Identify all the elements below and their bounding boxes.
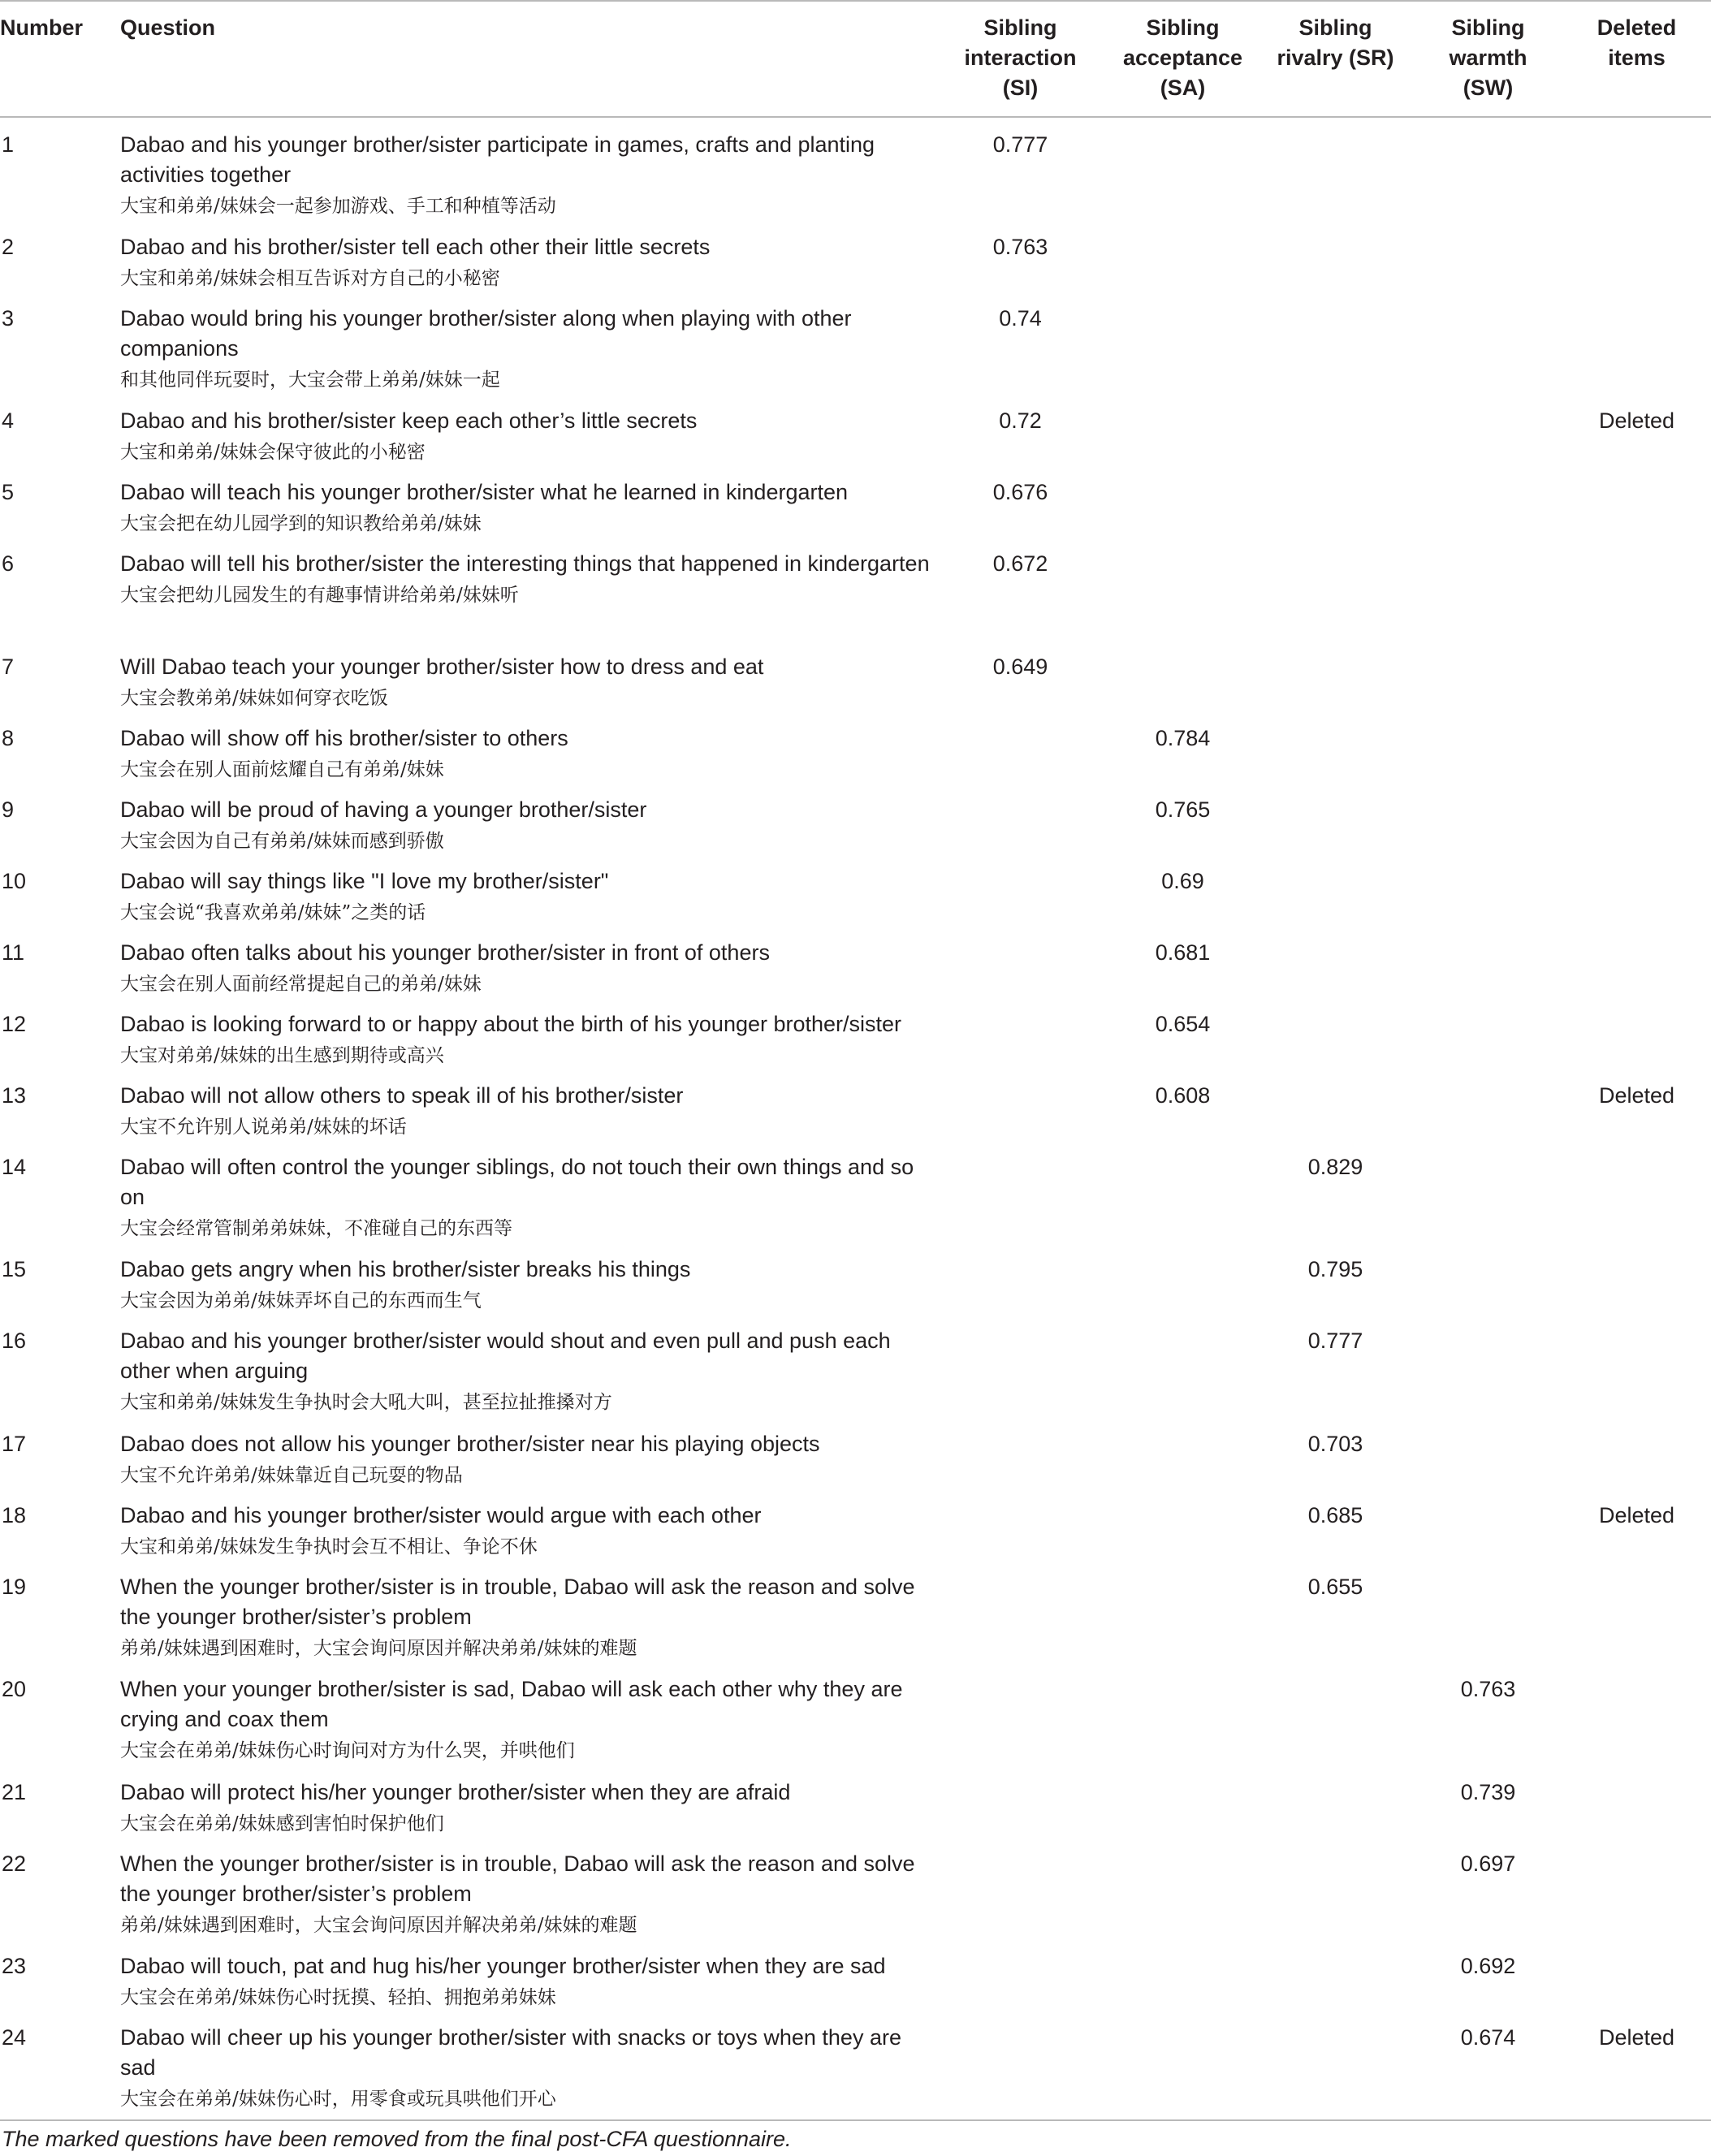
table-row — [0, 640, 1711, 711]
table-row — [0, 1069, 1711, 1140]
loading-si — [932, 1242, 1108, 1314]
loading-sr: 0.685 — [1307, 1502, 1363, 1527]
deleted-flag — [1562, 1140, 1711, 1243]
deleted-flag: Deleted — [1598, 1502, 1675, 1527]
question-cell — [120, 1939, 932, 2011]
row-number: 13 — [2, 1082, 27, 1108]
deleted-flag — [1562, 640, 1711, 711]
loading-sw — [1414, 1314, 1562, 1417]
row-number: 18 — [2, 1502, 27, 1527]
question-chinese: 大宝会说“我喜欢弟弟/妹妹”之类的话 — [120, 901, 426, 923]
loading-sa: 0.654 — [1155, 1011, 1211, 1036]
loading-sa — [1108, 394, 1257, 465]
question-cell — [120, 537, 932, 640]
question-english: Dabao gets angry when his brother/sister breaks his things — [120, 1257, 691, 1281]
deleted-flag — [1562, 292, 1711, 395]
loading-sw — [1414, 783, 1562, 854]
question-english: Dabao will protect his/her younger brother/sister when they are afraid — [120, 1779, 791, 1804]
header-deleted-items: Deleted items — [1562, 1, 1711, 117]
question-english: Dabao often talks about his younger brother/sister in front of others — [120, 940, 770, 965]
deleted-flag — [1562, 854, 1711, 926]
question-chinese: 大宝会因为自己有弟弟/妹妹而感到骄傲 — [120, 830, 444, 852]
deleted-flag — [1562, 1662, 1711, 1765]
question-cell — [120, 1560, 932, 1663]
question-chinese: 大宝和弟弟/妹妹会一起参加游戏、手工和种植等活动 — [120, 196, 556, 217]
deleted-flag — [1562, 783, 1711, 854]
loading-sr — [1257, 1662, 1414, 1765]
question-chinese: 大宝会在弟弟/妹妹伤心时抚摸、轻拍、拥抱弟弟妹妹 — [120, 1987, 556, 2008]
table-row — [0, 117, 1711, 220]
loading-sw — [1414, 537, 1562, 640]
loading-sr — [1257, 1837, 1414, 1940]
loading-sa — [1108, 1488, 1257, 1560]
question-english: Dabao will not allow others to speak ill of his brother/sister — [120, 1082, 684, 1108]
question-cell — [120, 1069, 932, 1140]
loading-sr: 0.777 — [1307, 1329, 1363, 1353]
table-row — [0, 1242, 1711, 1314]
table-row — [0, 537, 1711, 640]
row-number: 16 — [2, 1329, 27, 1353]
loading-sw — [1414, 117, 1562, 220]
deleted-flag — [1562, 711, 1711, 783]
loading-si: 0.672 — [992, 551, 1048, 576]
loading-sw — [1414, 220, 1562, 292]
loading-sw: 0.697 — [1460, 1851, 1516, 1876]
loading-sr — [1257, 394, 1414, 465]
loading-sw — [1414, 1417, 1562, 1488]
loading-sa — [1108, 1314, 1257, 1417]
question-english: Dabao and his brother/sister keep each other’s little secrets — [120, 408, 698, 433]
deleted-flag — [1562, 1242, 1711, 1314]
question-cell — [120, 926, 932, 997]
row-number: 3 — [2, 305, 15, 331]
loading-si — [932, 926, 1108, 997]
loading-sw: 0.763 — [1460, 1677, 1516, 1701]
table-row — [0, 926, 1711, 997]
table-row — [0, 1939, 1711, 2011]
question-chinese: 大宝不允许别人说弟弟/妹妹的坏话 — [120, 1116, 407, 1138]
loading-sr — [1257, 2011, 1414, 2120]
loading-sr — [1257, 1939, 1414, 2011]
loading-sr — [1257, 465, 1414, 537]
question-chinese: 和其他同伴玩耍时，大宝会带上弟弟/妹妹一起 — [120, 369, 500, 391]
question-cell — [120, 1765, 932, 1837]
loading-si — [932, 1140, 1108, 1243]
row-number: 17 — [2, 1431, 27, 1456]
table-row — [0, 2011, 1711, 2120]
question-chinese: 大宝会在弟弟/妹妹感到害怕时保护他们 — [120, 1813, 444, 1834]
loading-sw — [1414, 926, 1562, 997]
table-body — [0, 117, 1711, 2120]
row-number: 12 — [2, 1011, 27, 1036]
loading-si — [932, 711, 1108, 783]
header-question: Question — [120, 1, 932, 117]
question-cell — [120, 1662, 932, 1765]
question-chinese: 大宝和弟弟/妹妹发生争执时会大吼大叫，甚至拉扯推搡对方 — [120, 1392, 612, 1413]
loading-si — [932, 2011, 1108, 2120]
loading-sa — [1108, 1242, 1257, 1314]
loading-si: 0.72 — [999, 408, 1042, 433]
question-chinese: 大宝不允许弟弟/妹妹靠近自己玩耍的物品 — [120, 1464, 463, 1486]
deleted-flag — [1562, 1939, 1711, 2011]
loading-sa — [1108, 1837, 1257, 1940]
question-english: Will Dabao teach your younger brother/sister how to dress and eat — [120, 654, 764, 679]
question-cell — [120, 1837, 932, 1940]
question-english: Dabao does not allow his younger brother/sister near his playing objects — [120, 1431, 820, 1456]
table-row — [0, 997, 1711, 1069]
loading-sr — [1257, 537, 1414, 640]
table-row — [0, 465, 1711, 537]
loading-sa: 0.608 — [1155, 1082, 1211, 1108]
question-cell — [120, 1488, 932, 1560]
row-number: 24 — [0, 2011, 120, 2120]
row-number: 19 — [2, 1574, 27, 1599]
loading-si: 0.763 — [992, 234, 1048, 259]
loading-sa — [1108, 640, 1257, 711]
question-cell — [120, 117, 932, 220]
loading-si — [932, 1314, 1108, 1417]
question-chinese: 大宝会在弟弟/妹妹伤心时询问对方为什么哭，并哄他们 — [120, 1740, 575, 1761]
row-number: 6 — [2, 551, 15, 576]
loading-sw: 0.739 — [1460, 1779, 1516, 1804]
row-number: 15 — [2, 1257, 27, 1281]
deleted-flag — [1562, 220, 1711, 292]
loading-sr: 0.795 — [1307, 1257, 1363, 1281]
loading-sa — [1108, 117, 1257, 220]
loading-sr: 0.703 — [1307, 1431, 1363, 1456]
question-cell — [120, 854, 932, 926]
loading-sa — [1108, 1417, 1257, 1488]
question-english: Dabao will touch, pat and hug his/her younger brother/sister when they are sad — [120, 1954, 886, 1978]
header-sibling-acceptance: Sibling acceptance (SA) — [1108, 1, 1257, 117]
deleted-flag — [1562, 1417, 1711, 1488]
question-cell — [120, 997, 932, 1069]
loading-sw — [1414, 394, 1562, 465]
row-number: 14 — [2, 1154, 27, 1179]
question-chinese: 弟弟/妹妹遇到困难时，大宝会询问原因并解决弟弟/妹妹的难题 — [120, 1914, 637, 1936]
loading-sw — [1414, 1560, 1562, 1663]
loading-sa: 0.69 — [1161, 868, 1204, 893]
loading-sr — [1257, 220, 1414, 292]
question-cell — [120, 292, 932, 395]
loading-sr — [1257, 1069, 1414, 1140]
question-english: Dabao and his brother/sister tell each other their little secrets — [120, 234, 711, 259]
table-row — [0, 854, 1711, 926]
table-row — [0, 1560, 1711, 1663]
question-english: Dabao and his younger brother/sister would argue with each other — [120, 1502, 762, 1527]
row-number: 5 — [2, 480, 15, 504]
header-sibling-rivalry: Sibling rivalry (SR) — [1257, 1, 1414, 117]
deleted-flag — [1562, 117, 1711, 220]
question-english: Dabao will be proud of having a younger brother/sister — [120, 797, 647, 822]
loading-sw — [1414, 292, 1562, 395]
table-row — [0, 1488, 1711, 1560]
question-english: When the younger brother/sister is in trouble, Dabao will ask the reason and solve the younger brother/sister’s problem — [120, 1574, 915, 1629]
deleted-flag — [1562, 537, 1711, 640]
question-chinese: 大宝会把幼儿园发生的有趣事情讲给弟弟/妹妹听 — [120, 585, 519, 606]
loading-si — [932, 997, 1108, 1069]
loading-si: 0.777 — [992, 132, 1048, 157]
loading-sa — [1108, 465, 1257, 537]
loading-sa — [1108, 220, 1257, 292]
loading-sa — [1108, 1662, 1257, 1765]
loading-sa — [1108, 537, 1257, 640]
table-row — [0, 1765, 1711, 1837]
question-chinese: 弟弟/妹妹遇到困难时，大宝会询问原因并解决弟弟/妹妹的难题 — [120, 1637, 637, 1659]
question-cell — [120, 1314, 932, 1417]
loading-si — [932, 1765, 1108, 1837]
question-english: Dabao is looking forward to or happy about the birth of his younger brother/sister — [120, 1011, 902, 1036]
table-row — [0, 220, 1711, 292]
loading-sr: 0.655 — [1307, 1574, 1363, 1599]
table-row — [0, 1140, 1711, 1243]
loading-sw — [1414, 1140, 1562, 1243]
deleted-flag — [1562, 465, 1711, 537]
loading-sr — [1257, 711, 1414, 783]
deleted-flag — [1562, 1314, 1711, 1417]
table-row — [0, 1417, 1711, 1488]
row-number: 20 — [2, 1677, 27, 1701]
loading-sw: 0.692 — [1460, 1954, 1516, 1978]
table-row — [0, 292, 1711, 395]
question-chinese: 大宝会经常管制弟弟妹妹，不准碰自己的东西等 — [120, 1217, 512, 1239]
question-chinese: 大宝对弟弟/妹妹的出生感到期待或高兴 — [120, 1044, 444, 1066]
loading-si — [932, 1488, 1108, 1560]
question-english: Dabao will say things like "I love my brother/sister" — [120, 868, 609, 893]
loading-sw — [1414, 711, 1562, 783]
question-english: Dabao will teach his younger brother/sister what he learned in kindergarten — [120, 480, 849, 504]
question-english: Dabao will cheer up his younger brother/sister with snacks or toys when they are sad — [120, 2025, 901, 2080]
loading-sw — [1414, 997, 1562, 1069]
loading-sa — [1108, 1560, 1257, 1663]
row-number: 7 — [2, 654, 15, 679]
loading-si — [932, 1939, 1108, 2011]
loading-sa — [1108, 1765, 1257, 1837]
loading-sa — [1108, 1939, 1257, 2011]
question-cell — [120, 465, 932, 537]
question-chinese: 大宝会在别人面前经常提起自己的弟弟/妹妹 — [120, 973, 482, 995]
table-footnote: The marked questions have been removed from the final post-CFA questionnaire. — [2, 2127, 792, 2151]
table-row — [0, 711, 1711, 783]
loading-sr — [1257, 783, 1414, 854]
question-chinese: 大宝会把在幼儿园学到的知识教给弟弟/妹妹 — [120, 513, 482, 534]
loading-sr — [1257, 854, 1414, 926]
question-chinese: 大宝会因为弟弟/妹妹弄坏自己的东西而生气 — [120, 1290, 482, 1311]
deleted-flag — [1562, 1560, 1711, 1663]
loading-si — [932, 1417, 1108, 1488]
question-chinese: 大宝和弟弟/妹妹发生争执时会互不相让、争论不休 — [120, 1536, 538, 1558]
row-number: 11 — [2, 940, 25, 965]
deleted-flag — [1562, 1837, 1711, 1940]
deleted-flag — [1562, 926, 1711, 997]
deleted-flag — [1562, 997, 1711, 1069]
loading-sr — [1257, 1765, 1414, 1837]
question-cell — [120, 220, 932, 292]
loading-sw: 0.674 — [1414, 2011, 1562, 2120]
loading-sa — [1108, 1140, 1257, 1243]
deleted-flag: Deleted — [1598, 408, 1675, 433]
loading-si — [932, 783, 1108, 854]
loading-si — [932, 854, 1108, 926]
loading-sw — [1414, 1242, 1562, 1314]
question-english: When your younger brother/sister is sad, Dabao will ask each other why they are crying and coax them — [120, 1677, 903, 1731]
question-chinese: 大宝和弟弟/妹妹会保守彼此的小秘密 — [120, 442, 426, 463]
table-row — [0, 1314, 1711, 1417]
loading-si: 0.676 — [992, 480, 1048, 504]
question-cell — [120, 783, 932, 854]
loading-sa: 0.681 — [1155, 940, 1211, 965]
loading-sr — [1257, 640, 1414, 711]
question-english: Dabao and his younger brother/sister participate in games, crafts and planting activities together — [120, 132, 875, 187]
question-cell — [120, 1242, 932, 1314]
deleted-flag: Deleted — [1598, 1082, 1675, 1108]
question-cell — [120, 394, 932, 465]
deleted-flag — [1562, 1765, 1711, 1837]
question-cell — [120, 640, 932, 711]
loading-sa: 0.765 — [1155, 797, 1211, 822]
question-cell — [120, 711, 932, 783]
table-row — [0, 1662, 1711, 1765]
row-number: 23 — [2, 1954, 27, 1978]
question-cell — [120, 1417, 932, 1488]
table-row — [0, 1837, 1711, 1940]
question-chinese: 大宝和弟弟/妹妹会相互告诉对方自己的小秘密 — [120, 267, 500, 289]
header-sibling-warmth: Sibling warmth (SW) — [1414, 1, 1562, 117]
loading-sw — [1414, 1069, 1562, 1140]
question-english: Dabao will show off his brother/sister to others — [120, 725, 568, 750]
loading-sw — [1414, 640, 1562, 711]
loading-sr — [1257, 117, 1414, 220]
question-chinese: 大宝会在别人面前炫耀自己有弟弟/妹妹 — [120, 758, 444, 780]
loading-sr — [1257, 997, 1414, 1069]
loading-sw — [1414, 854, 1562, 926]
question-english: When the younger brother/sister is in trouble, Dabao will ask the reason and solve the younger brother/sister’s problem — [120, 1851, 915, 1906]
row-number: 10 — [2, 868, 27, 893]
loading-sr — [1257, 292, 1414, 395]
question-english: Dabao and his younger brother/sister would shout and even pull and push each other when arguing — [120, 1329, 891, 1383]
table-row — [0, 394, 1711, 465]
loading-sr: 0.829 — [1307, 1154, 1363, 1179]
row-number: 1 — [2, 132, 15, 157]
question-english: Dabao will tell his brother/sister the interesting things that happened in kindergarten — [120, 551, 930, 576]
loading-si — [932, 1837, 1108, 1940]
row-number: 8 — [2, 725, 15, 750]
loading-si: 0.649 — [992, 654, 1048, 679]
question-chinese: 大宝会教弟弟/妹妹如何穿衣吃饭 — [120, 687, 388, 709]
loading-sa: 0.784 — [1155, 725, 1211, 750]
deleted-flag: Deleted — [1562, 2011, 1711, 2120]
question-cell — [120, 2011, 932, 2120]
header-number: Number — [0, 1, 120, 117]
loading-sw — [1414, 1488, 1562, 1560]
loading-si: 0.74 — [999, 305, 1042, 331]
question-english: Dabao would bring his younger brother/sister along when playing with other companions — [120, 305, 852, 361]
question-cell — [120, 1140, 932, 1243]
loading-si — [932, 1560, 1108, 1663]
loading-si — [932, 1069, 1108, 1140]
loading-si — [932, 1662, 1108, 1765]
loading-sa — [1108, 292, 1257, 395]
row-number: 4 — [2, 408, 15, 433]
row-number: 2 — [2, 234, 15, 259]
row-number: 21 — [2, 1779, 27, 1804]
row-number: 22 — [2, 1851, 27, 1876]
question-chinese: 大宝会在弟弟/妹妹伤心时，用零食或玩具哄他们开心 — [120, 2089, 556, 2110]
table-row — [0, 783, 1711, 854]
table-header — [0, 1, 1711, 117]
question-english: Dabao will often control the younger siblings, do not touch their own things and so on — [120, 1154, 914, 1209]
loading-sr — [1257, 926, 1414, 997]
row-number: 9 — [2, 797, 15, 822]
loading-sa — [1108, 2011, 1257, 2120]
loading-sw — [1414, 465, 1562, 537]
header-sibling-interaction: Sibling interaction (SI) — [932, 1, 1108, 117]
